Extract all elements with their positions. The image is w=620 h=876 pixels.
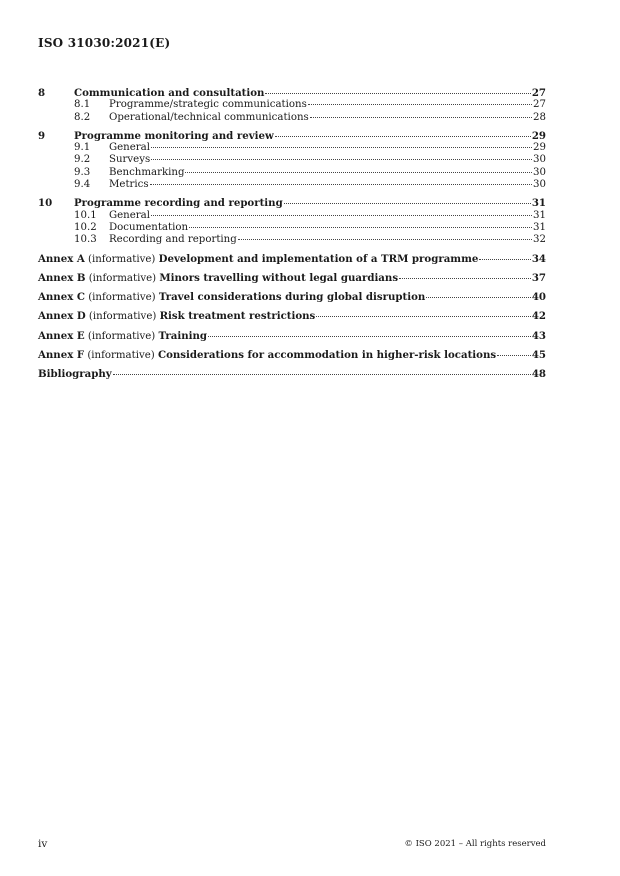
- toc-entry-title: General: [109, 209, 150, 221]
- toc-entry-title: Recording and reporting: [109, 234, 237, 246]
- leader-dots: [265, 93, 530, 94]
- annex-label: Annex B: [38, 271, 86, 284]
- toc-entry-page: 48: [531, 368, 546, 381]
- leader-dots: [113, 374, 531, 375]
- toc-entry-title: Communication and consultation: [74, 87, 265, 99]
- toc-subsection-entry[interactable]: [38, 210, 546, 222]
- toc-annex-entry[interactable]: [38, 349, 546, 362]
- leader-dots: [208, 336, 531, 337]
- annex-title: Travel considerations during global disruption: [158, 291, 426, 304]
- leader-dots: [238, 239, 532, 240]
- leader-dots: [399, 278, 531, 279]
- toc-subsection-entry[interactable]: [38, 142, 546, 154]
- leader-dots: [185, 172, 532, 173]
- leader-dots: [310, 117, 532, 118]
- annex-type: (informative): [87, 350, 155, 362]
- copyright-notice: © ISO 2021 – All rights reserved: [404, 839, 546, 849]
- annex-title: Risk treatment restrictions: [159, 310, 316, 323]
- annex-type: (informative): [88, 292, 156, 304]
- toc-entry-title: [38, 291, 425, 304]
- toc-entry-number: 9: [38, 129, 46, 142]
- toc-entry-page: 37: [531, 271, 546, 284]
- toc-entry-page: 29: [531, 129, 546, 142]
- toc-entry-title: Programme/strategic communications: [109, 99, 307, 111]
- toc-subsection-entry[interactable]: [38, 179, 546, 191]
- annex-label: Annex A: [38, 252, 85, 265]
- annex-type: (informative): [87, 330, 156, 342]
- toc-subsection-entry[interactable]: [38, 154, 546, 166]
- toc-entry-title: Programme recording and reporting: [74, 197, 283, 210]
- toc-entry-number: 9.3: [74, 166, 91, 178]
- annex-type: (informative): [88, 311, 157, 323]
- annex-title: Development and implementation of a TRM programme: [158, 252, 479, 265]
- toc-entry-page: 42: [531, 310, 546, 323]
- toc-subsection-entry[interactable]: [38, 99, 546, 111]
- leader-dots: [151, 215, 532, 216]
- toc-entry-page: 30: [533, 166, 546, 178]
- leader-dots: [284, 203, 531, 204]
- annex-label: Annex F: [38, 349, 85, 362]
- annex-title: Minors travelling without legal guardians: [159, 271, 399, 284]
- toc-annex-entry[interactable]: [38, 291, 546, 304]
- leader-dots: [275, 136, 531, 137]
- toc-entry-title: General: [109, 142, 150, 154]
- toc-entry-title: Programme monitoring and review: [74, 129, 274, 142]
- toc-entry-title: Metrics: [109, 179, 149, 191]
- toc-subsection-entry[interactable]: [38, 234, 546, 246]
- leader-dots: [308, 104, 532, 105]
- table-of-contents: [38, 87, 546, 381]
- toc-entry-page: 31: [531, 197, 546, 210]
- toc-section-entry[interactable]: [38, 87, 546, 99]
- toc-entry-page: 40: [531, 291, 546, 304]
- toc-entry-page: 31: [533, 221, 546, 233]
- toc-subsection-entry[interactable]: [38, 112, 546, 124]
- annex-label: Annex E: [38, 329, 85, 342]
- toc-entry-number: 9.2: [74, 154, 91, 166]
- toc-entry-number: 10: [38, 197, 53, 210]
- toc-entry-page: 45: [531, 349, 546, 362]
- annex-title: Considerations for accommodation in higher-risk locations: [157, 349, 497, 362]
- toc-entry-page: 34: [531, 252, 546, 265]
- toc-entry-page: 43: [531, 329, 546, 342]
- toc-entry-number: 10.3: [74, 234, 97, 246]
- toc-entry-title: [38, 253, 478, 266]
- toc-entry-page: 27: [533, 99, 546, 111]
- leader-dots: [189, 227, 532, 228]
- toc-entry-title: Documentation: [109, 221, 189, 233]
- toc-entry-number: 10.2: [74, 221, 97, 233]
- toc-entry-page: 30: [533, 179, 546, 191]
- toc-entry-page: 28: [533, 111, 546, 123]
- toc-entry-title: Operational/technical communications: [109, 111, 309, 123]
- toc-entry-title: [38, 272, 398, 285]
- toc-entry-number: 9.1: [74, 142, 91, 154]
- leader-dots: [151, 159, 532, 160]
- annex-label: Annex C: [38, 291, 85, 304]
- toc-subsection-entry[interactable]: [38, 222, 546, 234]
- toc-subsection-entry[interactable]: [38, 167, 546, 179]
- toc-entry-number: 10.1: [74, 209, 97, 221]
- toc-entry-number: 9.4: [74, 179, 91, 191]
- leader-dots: [479, 259, 530, 260]
- toc-entry-page: 30: [533, 154, 546, 166]
- leader-dots: [316, 316, 531, 317]
- toc-section-entry[interactable]: [38, 130, 546, 142]
- toc-entry-number: 8: [38, 87, 46, 99]
- toc-bibliography-entry[interactable]: [38, 368, 546, 380]
- toc-annex-entry[interactable]: [38, 310, 546, 323]
- toc-entry-number: 8.2: [74, 111, 91, 123]
- toc-annex-entry[interactable]: [38, 272, 546, 285]
- leader-dots: [150, 184, 532, 185]
- toc-entry-title: [38, 310, 315, 323]
- toc-entry-page: 31: [533, 209, 546, 221]
- toc-section-entry[interactable]: [38, 197, 546, 209]
- toc-entry-number: 8.1: [74, 99, 91, 111]
- leader-dots: [151, 147, 532, 148]
- annex-title: Training: [158, 329, 207, 342]
- toc-entry-title: Benchmarking: [109, 166, 185, 178]
- toc-entry-title: Bibliography: [38, 368, 112, 381]
- toc-entry-title: [38, 330, 207, 343]
- toc-annex-entry[interactable]: [38, 253, 546, 266]
- annex-type: (informative): [87, 253, 156, 265]
- toc-entry-page: 29: [533, 142, 546, 154]
- document-id: ISO 31030:2021(E): [38, 36, 171, 50]
- toc-entry-title: Surveys: [109, 154, 151, 166]
- annex-type: (informative): [88, 272, 157, 284]
- leader-dots: [426, 297, 531, 298]
- toc-annex-entry[interactable]: [38, 330, 546, 343]
- page-number: iv: [38, 838, 48, 850]
- toc-entry-page: 32: [533, 234, 546, 246]
- annex-label: Annex D: [38, 310, 86, 323]
- toc-entry-page: 27: [531, 87, 546, 99]
- toc-entry-title: [38, 349, 496, 362]
- leader-dots: [497, 355, 531, 356]
